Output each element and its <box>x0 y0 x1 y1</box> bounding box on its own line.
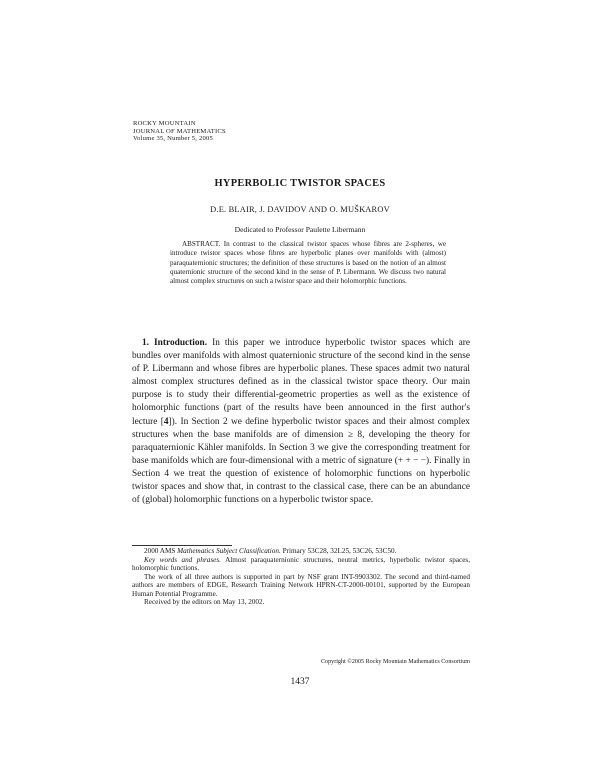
section-heading: 1. Introduction. <box>142 338 208 348</box>
footnote-classification: 2000 AMS Mathematics Subject Classification. Primary 53C28, 32L25, 53C26, 53C50. <box>144 547 397 555</box>
footnote-received: Received by the editors on May 13, 2002. <box>144 598 265 607</box>
journal-header <box>133 120 226 143</box>
intro-text-part2: ]). In Section 2 we define hyperbolic twistor spaces and their almost complex structures when the base manifolds are of dimension ≥ 8, developing the theory for paraquaternionic Kähler manifolds. In Section 3 we give the corresponding treatment for base manifolds which are four-dimensional with a metric of signature (+ + − −). Finally in Section 4 we treat the question of existence of holomorphic functions on hyperbolic twistor spaces and show that, in contrast to the classical case, there can be an abundance of (global) holomorphic functions on a hyperbolic twistor space. <box>132 416 470 506</box>
citation-ref[interactable]: 4 <box>163 416 169 427</box>
dedication: Dedicated to Professor Paulette Libermann <box>234 225 366 234</box>
footnote-rule <box>132 545 232 546</box>
footnote-keywords: Key words and phrases. Almost paraquaternionic structures, neutral metrics, hyperbolic twistor spaces, holomorphic functions. <box>132 555 470 573</box>
page-number: 1437 <box>290 677 310 687</box>
abstract-label: ABSTRACT. <box>182 240 221 248</box>
footnotes <box>132 547 470 607</box>
journal-volume: Volume 35, Number 5, 2005 <box>133 135 213 143</box>
abstract <box>170 240 446 286</box>
paper-title: HYPERBOLIC TWISTOR SPACES <box>214 178 386 189</box>
copyright-notice: Copyright ©2005 Rocky Mountain Mathematics Consortium <box>320 659 470 665</box>
intro-text-part1: In this paper we introduce hyperbolic twistor spaces which are bundles over manifolds with almost quaternionic structure of the second kind in the sense of P. Libermann and whose fibres are hyperbolic planes. These spaces admit two natural almost complex structures defined as in the classical twistor space theory. Our main purpose is to study their differential-geometric properties as well as the existence of holomorphic functions (part of the results have been announced in the first author's lecture [ <box>132 338 471 427</box>
abstract-text: In contrast to the classical twistor spaces whose fibres are 2-spheres, we introduce twistor spaces whose fibres are hyperbolic planes over manifolds with (almost) paraquaternionic structures; the definition of these structures is based on the notion of an almost quaternionic structure of the second kind in the sense of P. Libermann. We discuss two natural almost complex structures on such a twistor space and their holomorphic functions. <box>170 240 447 286</box>
footnote-funding: The work of all three authors is supported in part by NSF grant INT-9903302. The second and third-named authors are members of EDGE, Research Training Network HPRN-CT-2000-00101, supported by the European Human Potential Programme. <box>132 572 470 598</box>
journal-name-line1: ROCKY MOUNTAIN <box>133 120 196 127</box>
introduction-section <box>132 337 470 507</box>
paper-authors: D.E. BLAIR, J. DAVIDOV AND O. MUŠKAROV <box>210 205 390 214</box>
journal-name-line2: JOURNAL OF MATHEMATICS <box>133 127 226 135</box>
